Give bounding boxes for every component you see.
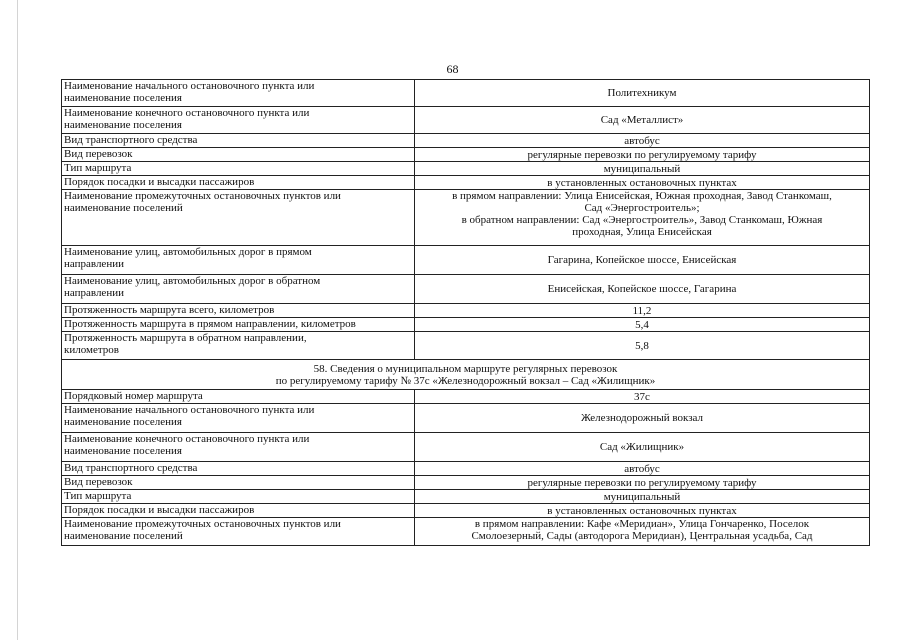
text-line: наименование поселений xyxy=(64,202,183,214)
text-line: 58. Сведения о муниципальном маршруте регулярных перевозок xyxy=(313,362,618,375)
text-line: регулярные перевозки по регулируемому тарифу xyxy=(527,148,757,161)
text-line: автобус xyxy=(624,462,660,475)
text-line: направлении xyxy=(64,287,124,299)
row-label xyxy=(62,190,415,246)
text-line: 11,2 xyxy=(632,304,652,317)
row-value xyxy=(415,404,870,433)
text-line: Железнодорожный вокзал xyxy=(580,412,704,424)
text-line: проходная, Улица Енисейская xyxy=(572,226,712,238)
text-line: автобус xyxy=(624,134,660,147)
text-line: в прямом направлении: Улица Енисейская, Южная проходная, Завод Станкомаш, xyxy=(452,190,832,202)
text-line: Тип маршрута xyxy=(64,490,132,502)
row-value xyxy=(415,80,870,107)
row-value xyxy=(415,433,870,462)
row-label xyxy=(62,433,415,462)
text-line: наименование поселений xyxy=(64,530,183,542)
table-row xyxy=(62,476,870,490)
text-line: наименование поселения xyxy=(64,119,182,131)
row-label xyxy=(62,134,415,148)
table-row xyxy=(62,190,870,246)
text-line: Наименование улиц, автомобильных дорог в прямом xyxy=(64,246,312,258)
page-number: 68 xyxy=(446,62,459,76)
text-line: муниципальный xyxy=(603,162,681,175)
row-label xyxy=(62,176,415,190)
row-label xyxy=(62,107,415,134)
row-value xyxy=(415,275,870,304)
text-line: Тип маршрута xyxy=(64,162,132,174)
section-heading-row xyxy=(62,360,870,390)
text-line: Сад «Металлист» xyxy=(600,114,684,126)
text-line: Енисейская, Копейское шоссе, Гагарина xyxy=(547,283,737,295)
page-edge xyxy=(0,0,18,640)
text-line: Протяженность маршрута в обратном направлении, xyxy=(64,332,307,344)
table-row xyxy=(62,490,870,504)
text-line: Наименование конечного остановочного пункта или xyxy=(64,107,310,119)
table-row xyxy=(62,107,870,134)
table-row xyxy=(62,162,870,176)
row-label xyxy=(62,304,415,318)
row-value xyxy=(415,332,870,360)
row-value xyxy=(415,148,870,162)
table-row xyxy=(62,518,870,546)
row-label xyxy=(62,518,415,546)
row-label xyxy=(62,148,415,162)
text-line: 5,8 xyxy=(635,339,649,352)
text-line: Наименование конечного остановочного пункта или xyxy=(64,433,310,445)
table-row xyxy=(62,304,870,318)
row-label xyxy=(62,404,415,433)
table-row xyxy=(62,176,870,190)
text-line: по регулируемому тарифу № 37с «Железнодорожный вокзал – Сад «Жилищник» xyxy=(275,374,656,387)
text-line: 37с xyxy=(634,390,650,403)
row-value xyxy=(415,318,870,332)
text-line: Вид транспортного средства xyxy=(64,462,198,474)
text-line: 5,4 xyxy=(635,318,649,331)
row-value xyxy=(415,134,870,148)
table-row xyxy=(62,462,870,476)
row-label xyxy=(62,246,415,275)
table-row xyxy=(62,404,870,433)
table-row xyxy=(62,134,870,148)
row-label xyxy=(62,490,415,504)
table-row xyxy=(62,433,870,462)
text-line: Смолоезерный, Сады (автодорога Меридиан), Центральная усадьба, Сад xyxy=(471,530,813,542)
text-line: километров xyxy=(64,344,119,356)
text-line: наименование поселения xyxy=(64,416,182,428)
row-label xyxy=(62,275,415,304)
row-value xyxy=(415,462,870,476)
text-line: Вид перевозок xyxy=(64,148,133,160)
row-value xyxy=(415,504,870,518)
table-row xyxy=(62,246,870,275)
text-line: Протяженность маршрута в прямом направлении, километров xyxy=(64,318,356,330)
row-value xyxy=(415,304,870,318)
row-value xyxy=(415,162,870,176)
row-value xyxy=(415,390,870,404)
text-line: в установленных остановочных пунктах xyxy=(547,176,737,189)
table-row xyxy=(62,390,870,404)
text-line: Порядковый номер маршрута xyxy=(64,390,203,402)
text-line: в прямом направлении: Кафе «Меридиан», Улица Гончаренко, Поселок xyxy=(474,518,810,530)
text-line: Наименование начального остановочного пункта или xyxy=(64,404,315,416)
table-row xyxy=(62,318,870,332)
text-line: Сад «Жилищник» xyxy=(599,441,685,453)
row-value xyxy=(415,490,870,504)
table-row xyxy=(62,148,870,162)
text-line: Вид транспортного средства xyxy=(64,134,198,146)
route-table xyxy=(61,79,870,546)
table-row xyxy=(62,332,870,360)
row-label xyxy=(62,504,415,518)
text-line: Протяженность маршрута всего, километров xyxy=(64,304,275,316)
row-label xyxy=(62,318,415,332)
text-line: наименование поселения xyxy=(64,92,182,104)
row-label xyxy=(62,462,415,476)
text-line: Гагарина, Копейское шоссе, Енисейская xyxy=(547,254,737,266)
text-line: в установленных остановочных пунктах xyxy=(547,504,737,517)
text-line: Наименование начального остановочного пункта или xyxy=(64,80,315,92)
row-value xyxy=(415,246,870,275)
table-row xyxy=(62,80,870,107)
text-line: направлении xyxy=(64,258,124,270)
row-label xyxy=(62,332,415,360)
text-line: Вид перевозок xyxy=(64,476,133,488)
text-line: Наименование улиц, автомобильных дорог в обратном xyxy=(64,275,321,287)
section-heading xyxy=(62,360,870,390)
row-value xyxy=(415,518,870,546)
text-line: Наименование промежуточных остановочных пунктов или xyxy=(64,518,341,530)
table-row xyxy=(62,275,870,304)
text-line: Порядок посадки и высадки пассажиров xyxy=(64,504,255,516)
row-value xyxy=(415,476,870,490)
row-value xyxy=(415,107,870,134)
text-line: наименование поселения xyxy=(64,445,182,457)
row-label xyxy=(62,162,415,176)
text-line: Сад «Энергостроитель»; xyxy=(584,202,700,214)
row-label xyxy=(62,390,415,404)
row-value xyxy=(415,176,870,190)
text-line: в обратном направлении: Сад «Энергостроитель», Завод Станкомаш, Южная xyxy=(461,214,823,226)
table-row xyxy=(62,504,870,518)
text-line: Порядок посадки и высадки пассажиров xyxy=(64,176,255,188)
row-label xyxy=(62,80,415,107)
row-label xyxy=(62,476,415,490)
text-line: Политехникум xyxy=(607,87,677,99)
text-line: регулярные перевозки по регулируемому тарифу xyxy=(527,476,757,489)
row-value xyxy=(415,190,870,246)
text-line: Наименование промежуточных остановочных пунктов или xyxy=(64,190,341,202)
text-line: муниципальный xyxy=(603,490,681,503)
